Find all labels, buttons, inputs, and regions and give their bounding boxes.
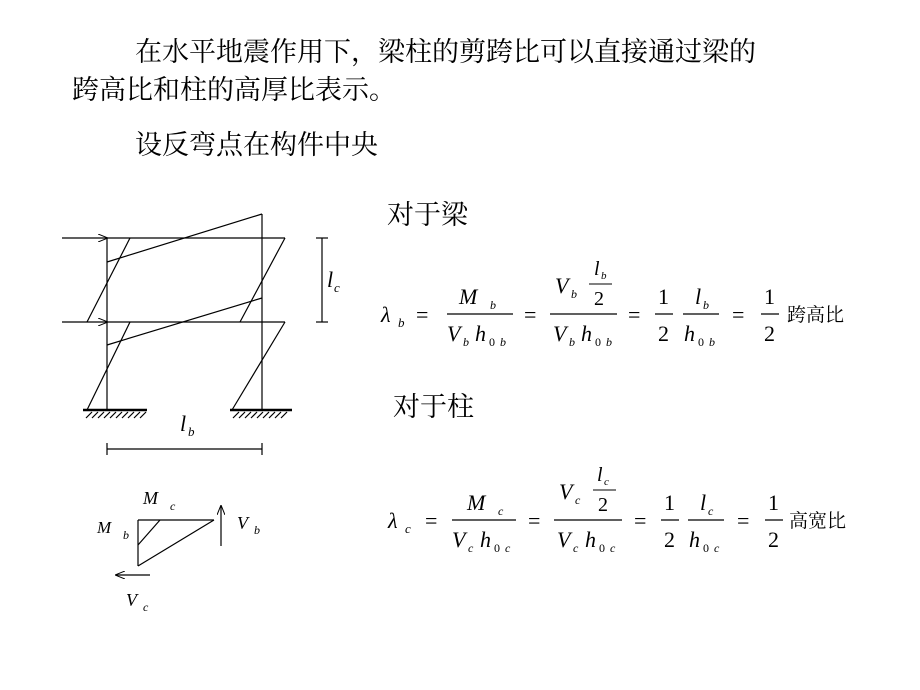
svg-text:2: 2 [598, 494, 608, 516]
svg-text:M: M [459, 284, 478, 309]
vc-label-V: V [126, 590, 137, 610]
svg-text:0: 0 [489, 335, 495, 349]
joint-force-diagram [116, 506, 221, 575]
svg-text:c: c [714, 541, 720, 555]
svg-text:c: c [610, 541, 616, 555]
lb-label-sub: b [188, 424, 195, 439]
svg-text:l: l [695, 284, 702, 309]
svg-text:h: h [475, 321, 486, 346]
left-fixed-support [83, 410, 147, 418]
svg-text:b: b [703, 298, 709, 312]
svg-text:c: c [708, 504, 714, 518]
svg-text:c: c [498, 504, 504, 518]
mb-label-sub: b [123, 528, 129, 542]
assumption-paragraph: 设反弯点在构件中央 [135, 130, 378, 161]
svg-text:c: c [604, 476, 609, 488]
svg-text:0: 0 [703, 541, 709, 555]
svg-text:V: V [553, 321, 567, 346]
svg-text:2: 2 [768, 527, 779, 552]
svg-text:=: = [528, 508, 541, 533]
beam-ratio-label: 跨高比 [787, 304, 845, 326]
svg-text:b: b [500, 335, 506, 349]
svg-text:b: b [606, 335, 612, 349]
mc-label-M: M [143, 488, 158, 508]
svg-text:2: 2 [664, 527, 675, 552]
svg-text:1: 1 [658, 284, 669, 309]
svg-text:V: V [452, 527, 466, 552]
svg-text:=: = [634, 508, 647, 533]
svg-text:V: V [555, 273, 569, 298]
column-lambda: λ [388, 508, 398, 533]
mb-label-M: M [97, 518, 112, 537]
lc-label-sub: c [334, 280, 340, 295]
svg-text:c: c [505, 541, 511, 555]
vc-label-sub: c [143, 600, 149, 614]
svg-text:l: l [700, 490, 707, 515]
svg-text:b: b [463, 335, 469, 349]
beam-lambda: λ [381, 302, 391, 327]
intro-paragraph-line-2: 跨高比和柱的高厚比表示。 [72, 75, 396, 106]
svg-text:b: b [571, 287, 577, 301]
svg-text:c: c [575, 493, 581, 507]
vb-label-V: V [237, 513, 248, 533]
beam-heading: 对于梁 [387, 200, 468, 231]
frame-diagram [62, 214, 328, 455]
svg-text:h: h [684, 321, 695, 346]
svg-text:l: l [597, 464, 603, 486]
svg-text:c: c [468, 541, 474, 555]
svg-text:=: = [628, 302, 641, 327]
svg-text:2: 2 [594, 288, 604, 310]
svg-text:h: h [689, 527, 700, 552]
svg-text:h: h [585, 527, 596, 552]
svg-text:=: = [416, 302, 429, 327]
column-formula [387, 464, 846, 555]
beam-formula [380, 258, 844, 349]
svg-text:b: b [709, 335, 715, 349]
intro-paragraph-line-1: 在水平地震作用下，梁柱的剪跨比可以直接通过梁的 [135, 37, 756, 68]
svg-text:V: V [557, 527, 571, 552]
svg-text:V: V [559, 479, 573, 504]
right-fixed-support [230, 410, 292, 418]
svg-text:c: c [405, 521, 411, 536]
svg-text:h: h [480, 527, 491, 552]
svg-text:1: 1 [764, 284, 775, 309]
upper-left-column-deformed [87, 238, 130, 322]
svg-text:0: 0 [599, 541, 605, 555]
lb-label-l: l [180, 411, 187, 436]
svg-text:V: V [447, 321, 461, 346]
svg-text:2: 2 [658, 321, 669, 346]
svg-text:=: = [524, 302, 537, 327]
column-heading: 对于柱 [393, 392, 474, 423]
lc-label-l: l [327, 267, 334, 292]
svg-text:c: c [573, 541, 579, 555]
svg-text:0: 0 [494, 541, 500, 555]
svg-text:=: = [425, 508, 438, 533]
column-ratio-label: 高宽比 [789, 510, 847, 532]
vb-label-sub: b [254, 523, 260, 537]
svg-text:b: b [398, 315, 405, 330]
svg-text:0: 0 [595, 335, 601, 349]
svg-text:1: 1 [768, 490, 779, 515]
svg-text:2: 2 [764, 321, 775, 346]
svg-text:1: 1 [664, 490, 675, 515]
lower-left-column-deformed [87, 322, 130, 410]
svg-text:=: = [737, 508, 750, 533]
svg-text:b: b [569, 335, 575, 349]
svg-text:M: M [467, 490, 486, 515]
svg-text:h: h [581, 321, 592, 346]
svg-text:=: = [732, 302, 745, 327]
svg-text:l: l [594, 258, 600, 280]
svg-text:b: b [490, 298, 496, 312]
svg-text:b: b [601, 270, 607, 282]
mc-label-sub: c [170, 499, 176, 513]
svg-text:0: 0 [698, 335, 704, 349]
lb-dimension [107, 443, 262, 455]
lower-right-column-deformed [232, 322, 285, 410]
